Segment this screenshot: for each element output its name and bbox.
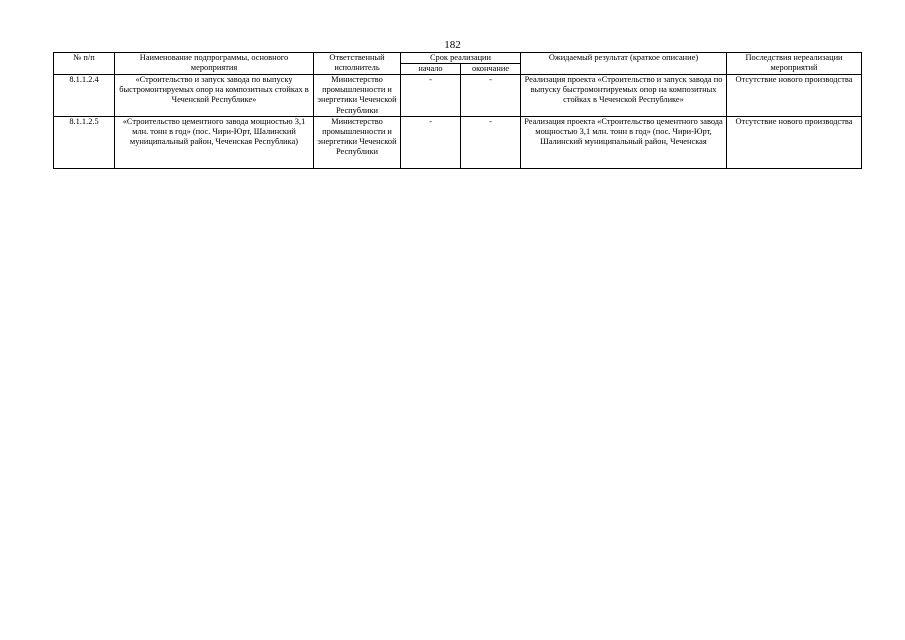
cell-result-text: Реализация проекта «Строительство цементного завода мощностью 3,1 млн. тонн в год» (пос. Чири-Юрт, Шалинский муниципальный район, Чеченская	[524, 116, 723, 147]
page-number: 182	[444, 39, 461, 51]
cell-start: -	[401, 116, 461, 168]
cell-end: -	[461, 116, 521, 168]
cell-start: -	[401, 75, 461, 117]
header-executor: Ответственный исполнитель	[314, 53, 401, 75]
cell-executor: Министерство промышленности и энергетики Чеченской Республики	[314, 75, 401, 117]
cell-end: -	[461, 75, 521, 117]
header-term: Срок реализации	[401, 53, 521, 64]
cell-result	[521, 116, 727, 168]
cell-consequence: Отсутствие нового производства	[727, 116, 862, 168]
table-row	[54, 116, 862, 168]
cell-result: Реализация проекта «Строительство и запуск завода по выпуску быстромонтируемых опор на композитных стойках в Чеченской Республике»	[521, 75, 727, 117]
cell-name: «Строительство цементного завода мощностью 3,1 млн. тонн в год» (пос. Чири-Юрт, Шалинский муниципальный район, Чеченская Республика)	[115, 116, 314, 168]
header-result: Ожидаемый результат (краткое описание)	[521, 53, 727, 75]
measures-table	[53, 52, 862, 169]
cell-name: «Строительство и запуск завода по выпуску быстромонтируемых опор на композитных стойках в Чеченской Республике»	[115, 75, 314, 117]
header-consequence: Последствия нереализации мероприятий	[727, 53, 862, 75]
cell-consequence: Отсутствие нового производства	[727, 75, 862, 117]
header-num: № п/п	[54, 53, 115, 75]
cell-num: 8.1.1.2.4	[54, 75, 115, 117]
cell-num: 8.1.1.2.5	[54, 116, 115, 168]
header-term-start: начало	[401, 64, 461, 75]
header-term-end: окончание	[461, 64, 521, 75]
table-row	[54, 75, 862, 117]
header-name: Наименование подпрограммы, основного мероприятия	[115, 53, 314, 75]
cell-executor: Министерство промышленности и энергетики Чеченской Республики	[314, 116, 401, 168]
